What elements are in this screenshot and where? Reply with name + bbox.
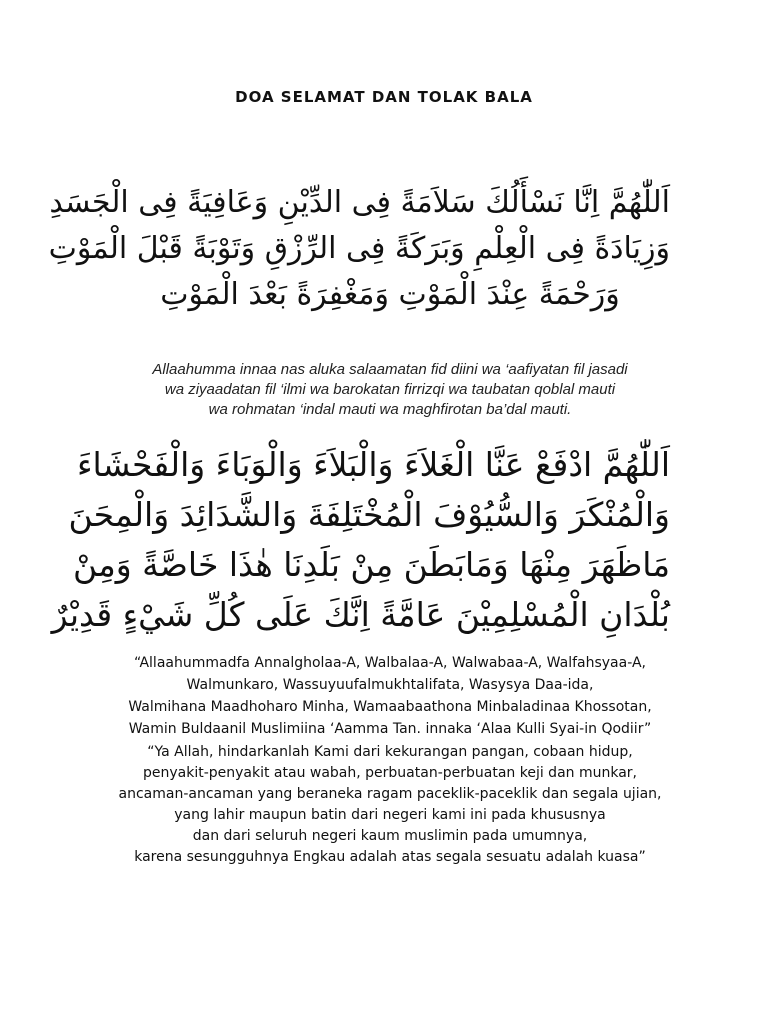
doa2-transliteration-line: Wamin Buldaanil Muslimiina ‘Aamma Tan. innaka ‘Alaa Kulli Syai-in Qodiir” [128,721,652,737]
doa1-arabic-text [48,180,670,318]
doa1-arabic-line: وَرَحْمَةً عِنْدَ الْمَوْتِ وَمَغْفِرَةً بَعْدَ الْمَوْتِ [160,277,620,312]
doa2-arabic-line: بُلْدَانِ الْمُسْلِمِيْنَ عَامَّةً اِنَّكَ عَلَى كُلِّ شَيْءٍ قَدِيْرٌ [51,595,670,634]
doa2-translation [110,742,670,868]
doa2-arabic-line: اَللّٰهُمَّ ادْفَعْ عَنَّا الْغَلاَءَ وَالْبَلاَءَ وَالْوَبَاءَ وَالْفَحْشَاءَ [77,445,670,484]
doa2-translation-line: penyakit-penyakit atau wabah, perbuatan-perbuatan keji dan munkar, [142,765,638,781]
doa1-arabic-line: اَللّٰهُمَّ اِنَّا نَسْأَلُكَ سَلاَمَةً فِى الدِّيْنِ وَعَافِيَةً فِى الْجَسَدِ [49,185,670,220]
doa1-latin-line: wa rohmatan ‘indal mauti wa maghfirotan ba’dal mauti. [208,401,572,418]
doa2-transliteration-line: Walmunkaro, Wassuyuufalmukhtalifata, Wasysya Daa-ida, [186,677,594,693]
doa1-arabic-line: وَزِيَادَةً فِى الْعِلْمِ وَبَرَكَةً فِى الرِّزْقِ وَتَوْبَةً قَبْلَ الْمَوْتِ [48,231,670,266]
doa2-translation-line: “Ya Allah, hindarkanlah Kami dari kekurangan pangan, cobaan hidup, [147,744,633,760]
doa2-arabic-line: وَالْمُنْكَرَ وَالسُّيُوْفَ الْمُخْتَلِفَةَ وَالشَّدَائِدَ وَالْمِحَنَ [68,495,670,534]
doa2-transliteration [110,652,670,740]
doa2-arabic-text [51,440,670,640]
doa2-transliteration-line: Walmihana Maadhoharo Minha, Wamaabaathona Minbaladinaa Khossotan, [128,699,652,715]
doa1-latin-line: Allaahumma innaa nas aluka salaamatan fid diini wa ‘aafiyatan fil jasadi [152,361,628,378]
doa1-latin-text [140,360,640,420]
doa2-arabic-line: مَاظَهَرَ مِنْهَا وَمَابَطَنَ مِنْ بَلَدِنَا هٰذَا خَاصَّةً وَمِنْ [72,545,670,584]
doa2-translation-line: karena sesungguhnya Engkau adalah atas segala sesuatu adalah kuasa” [134,849,646,865]
doa2-translation-line: ancaman-ancaman yang beraneka ragam paceklik-paceklik dan segala ujian, [118,786,662,802]
document-title: DOA SELAMAT DAN TOLAK BALA [235,88,533,106]
doa1-latin-line: wa ziyaadatan fil ‘ilmi wa barokatan firrizqi wa taubatan qoblal mauti [164,381,616,398]
doa2-transliteration-line: “Allaahummadfa Annalgholaa-A, Walbalaa-A, Walwabaa-A, Walfahsyaa-A, [134,655,646,671]
doa2-translation-line: dan dari seluruh negeri kaum muslimin pada umumnya, [192,828,588,844]
doa2-translation-line: yang lahir maupun batin dari negeri kami ini pada khususnya [174,807,606,823]
